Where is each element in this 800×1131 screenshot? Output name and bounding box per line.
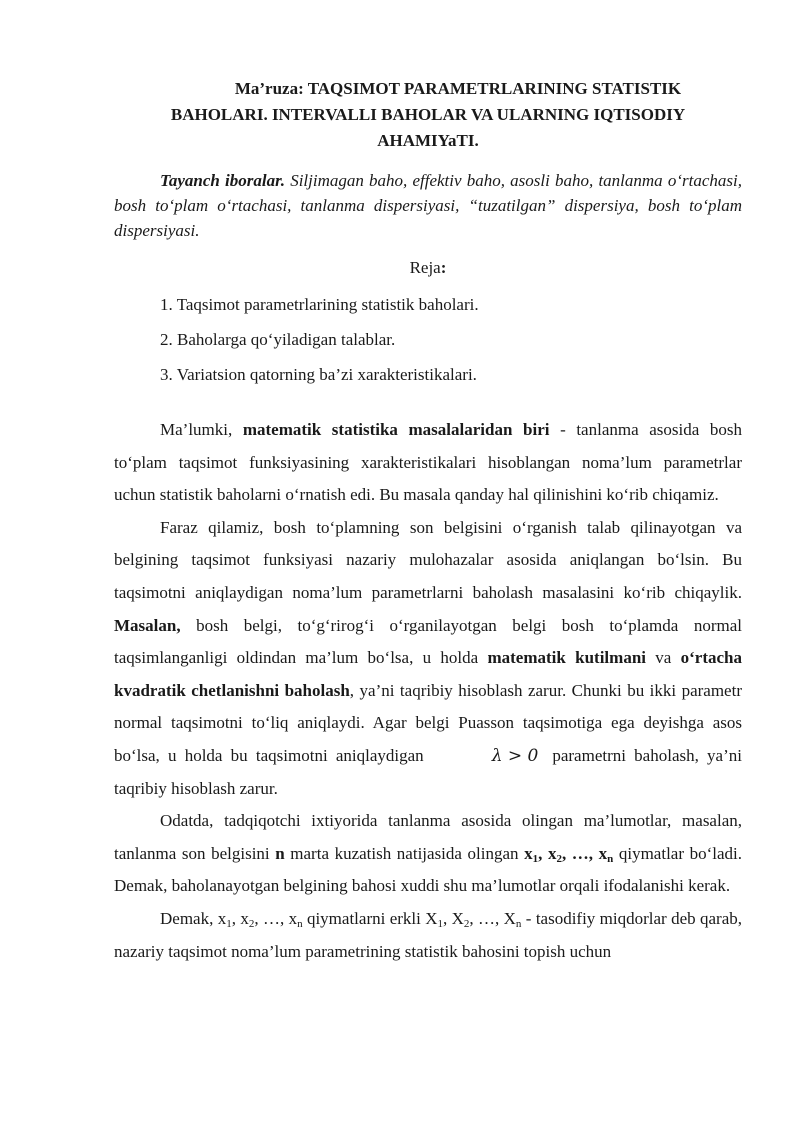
p2-text-g: , ya’ni taqribiy hisoblash zarur. Chunki bu ikki parametr normal taqsimotni to‘liq aniqlaydi. Agar belgi Puasson taqsimotiga ega deyishga asos bo‘lsa, u holda bu taqsimotni aniqlaydigan <box>114 680 742 765</box>
title-line-2: BAHOLARI. INTERVALLI BAHOLAR VA ULARNING IQTISODIY <box>170 105 686 124</box>
p4-sub-Xn: n <box>515 917 522 930</box>
title-line-3: AHAMIYaTI. <box>377 131 479 150</box>
p2-text-a: Faraz qilamiz, bosh to‘plamning son belgisini o‘rganish talab qilinayotgan va belgining taqsimot funksiyasi nazariy mulohazalar asosida aniqlangan bo‘lsin. Bu taqsimotni aniqlaydigan noma’lum parametrlarni baholash masalasini ko‘rib chiqaylik. <box>114 517 742 602</box>
plan-heading-colon: : <box>440 258 447 277</box>
paragraph-1 <box>114 414 742 512</box>
p2-text-e: va <box>646 648 681 668</box>
p3-text-a: Odatda, tadqiqotchi ixtiyorida tanlanma asosida olingan ma’lumotlar, masalan, tanlanma son belgisini <box>114 811 742 863</box>
p3-sub-1: 1 <box>532 852 539 865</box>
p4-text-g: - tasodifiy miqdorlar deb qarab, nazariy taqsimot noma’lum parametrining statistik bahosini topish uchun <box>114 908 743 961</box>
p3-dots: , …, <box>561 843 599 863</box>
p2-text-c: bosh belgi, to‘g‘rirog‘i o‘rganilayotgan belgi bosh to‘plamda normal taqsimlanganligi oldindan ma’lum bo‘lsa, u holda <box>114 615 742 668</box>
plan-item: 2. Baholarga qo‘yiladigan talablar. <box>160 330 396 349</box>
p4-text-f: , …, X <box>469 908 516 928</box>
p4-sub-X2: 2 <box>463 917 470 930</box>
keywords-text: Siljimagan baho, effektiv baho, asosli baho, tanlanma o‘rtachasi, bosh to‘plam o‘rtachasi, tanlanma dispersiyasi, “tuzatilgan” dispersiya, bosh to‘plam dispersiyasi. <box>114 171 742 240</box>
plan-item: 3. Variatsion qatorning ba’zi xarakteristikalari. <box>160 365 477 384</box>
p4-sub-X1: 1 <box>437 917 443 930</box>
p3-sep: , <box>538 843 548 863</box>
plan-heading-text: Reja <box>409 258 441 277</box>
p2-bold-kutilma: matematik kutilmani <box>487 648 646 668</box>
p4-text-b: , x <box>231 908 249 928</box>
plan-list <box>114 287 742 392</box>
p3-sub-2: 2 <box>556 852 562 865</box>
document-page <box>114 76 742 968</box>
p1-bold: matematik statistika masalalaridan biri <box>242 420 550 439</box>
paragraph-3 <box>114 805 742 903</box>
p4-text-d: qiymatlarni erkli X <box>302 908 438 928</box>
p2-text-h: parametrni baholash, ya’ni taqribiy hisoblash zarur. <box>114 745 742 798</box>
lambda-formula: λ > 0 <box>491 745 539 766</box>
paragraph-4 <box>114 903 742 968</box>
keywords-paragraph <box>114 168 742 243</box>
p2-bold-chetlanish: o‘rtacha kvadratik chetlanishni baholash <box>114 648 742 700</box>
plan-heading <box>114 255 742 281</box>
p4-text-e: , X <box>443 908 464 928</box>
p3-x1: x <box>524 843 533 863</box>
p4-sub-n: n <box>297 917 303 930</box>
p3-text-c: qiymatlar bo‘ladi. Demak, baholanayotgan belgining bahosi xuddi shu ma’lumotlar orqali ifodalanishi kerak. <box>114 843 742 896</box>
p3-text-b: marta kuzatish natijasida olingan <box>284 843 525 863</box>
p4-text-a: Demak, x <box>160 908 227 928</box>
p4-text-c: , …, x <box>254 908 298 928</box>
p3-bold-n: n <box>275 843 285 863</box>
title-line-1: Ma’ruza: TAQSIMOT PARAMETRLARINING STATISTIK <box>234 79 682 98</box>
keywords-label: Tayanch iboralar. <box>160 171 285 190</box>
p2-bold-masalan: Masalan, <box>114 615 181 635</box>
lecture-title <box>114 76 742 154</box>
p3-bold-values <box>524 844 613 863</box>
paragraph-2 <box>114 512 742 805</box>
p4-sub-2: 2 <box>248 917 255 930</box>
p3-x2: x <box>547 843 557 863</box>
p3-sub-n: n <box>607 852 614 865</box>
plan-item: 1. Taqsimot parametrlarining statistik baholari. <box>160 295 479 314</box>
p1-text-a: Ma’lumki, <box>160 420 243 439</box>
p3-xn: x <box>598 843 608 863</box>
p1-text-c: - tanlanma asosida bosh to‘plam taqsimot funksiyasining xarakteristikalari hisoblangan noma’lum parametrlar uchun statistik baholarni o‘rnatish edi. Bu masala qanday hal qilinishini ko‘rib chiqamiz. <box>114 420 742 505</box>
p4-sub-1: 1 <box>226 917 232 930</box>
